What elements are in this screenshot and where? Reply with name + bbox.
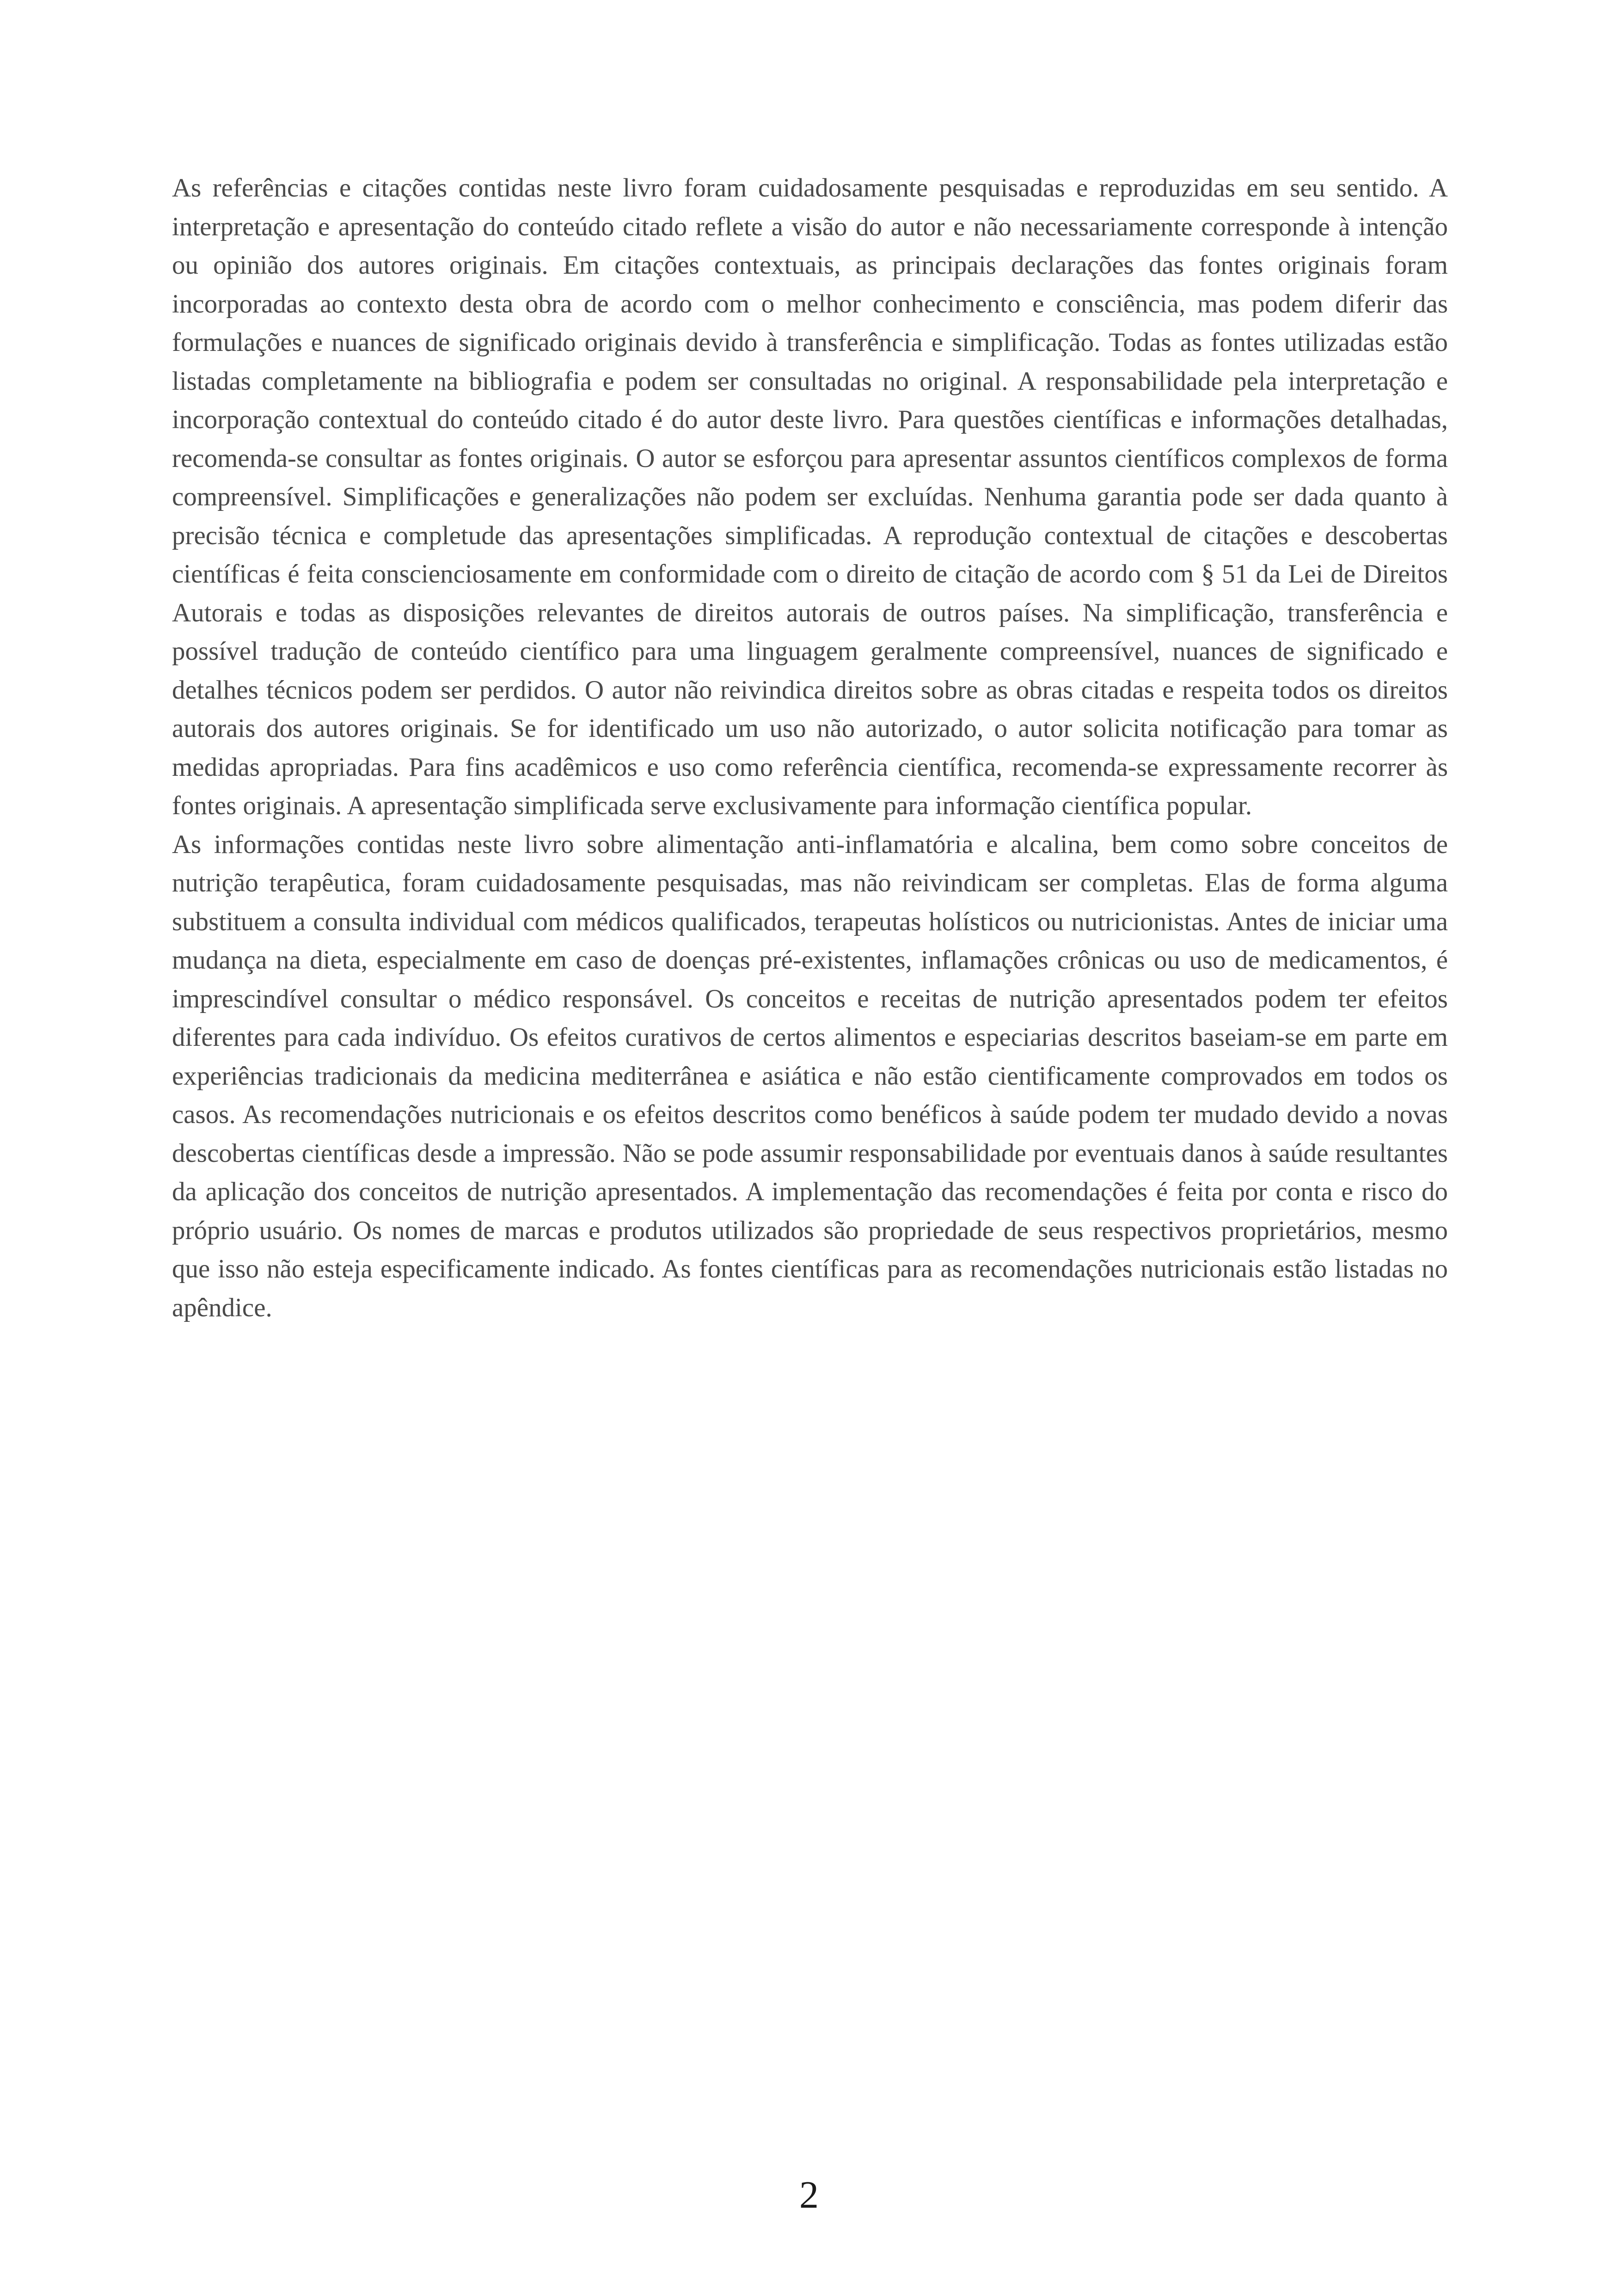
page-number: 2: [799, 2173, 819, 2216]
paragraph-citations-disclaimer: As referências e citações contidas neste livro foram cuidadosamente pesquisadas e reproduzidas em seu sentido. A interpretação e apresentação do conteúdo citado reflete a visão do autor e não necessariamente corresponde à intenção ou opinião dos autores originais. Em citações contextuais, as principais declarações das fontes originais foram incorporadas ao contexto desta obra de acordo com o melhor conhecimento e consciência, mas podem diferir das formulações e nuances de significado originais devido à transferência e simplificação. Todas as fontes utilizadas estão listadas completamente na bibliografia e podem ser consultadas no original. A responsabilidade pela interpretação e incorporação contextual do conteúdo citado é do autor deste livro. Para questões científicas e informações detalhadas, recomenda-se consultar as fontes originais. O autor se esforçou para apresentar assuntos científicos complexos de forma compreensível. Simplificações e generalizações não podem ser excluídas. Nenhuma garantia pode ser dada quanto à precisão técnica e completude das apresentações simplificadas. A reprodução contextual de citações e descobertas científicas é feita conscienciosamente em conformidade com o direito de citação de acordo com § 51 da Lei de Direitos Autorais e todas as disposições relevantes de direitos autorais de outros países. Na simplificação, transferência e possível tradução de conteúdo científico para uma linguagem geralmente compreensível, nuances de significado e detalhes técnicos podem ser perdidos. O autor não reivindica direitos sobre as obras citadas e respeita todos os direitos autorais dos autores originais. Se for identificado um uso não autorizado, o autor solicita notificação para tomar as medidas apropriadas. Para fins acadêmicos e uso como referência científica, recomenda-se expressamente recorrer às fontes originais. A apresentação simplificada serve exclusivamente para informação científica popular.: [172, 173, 1448, 820]
body-text: [172, 169, 1448, 1327]
paragraph-health-disclaimer: As informações contidas neste livro sobre alimentação anti-inflamatória e alcalina, bem como sobre conceitos de nutrição terapêutica, foram cuidadosamente pesquisadas, mas não reivindicam ser completas. Elas de forma alguma substituem a consulta individual com médicos qualificados, terapeutas holísticos ou nutricionistas. Antes de iniciar uma mudança na dieta, especialmente em caso de doenças pré-existentes, inflamações crônicas ou uso de medicamentos, é imprescindível consultar o médico responsável. Os conceitos e receitas de nutrição apresentados podem ter efeitos diferentes para cada indivíduo. Os efeitos curativos de certos alimentos e especiarias descritos baseiam-se em parte em experiências tradicionais da medicina mediterrânea e asiática e não estão cientificamente comprovados em todos os casos. As recomendações nutricionais e os efeitos descritos como benéficos à saúde podem ter mudado devido a novas descobertas científicas desde a impressão. Não se pode assumir responsabilidade por eventuais danos à saúde resultantes da aplicação dos conceitos de nutrição apresentados. A implementação das recomendações é feita por conta e risco do próprio usuário. Os nomes de marcas e produtos utilizados são propriedade de seus respectivos proprietários, mesmo que isso não esteja especificamente indicado. As fontes científicas para as recomendações nutricionais estão listadas no apêndice.: [172, 829, 1448, 1322]
